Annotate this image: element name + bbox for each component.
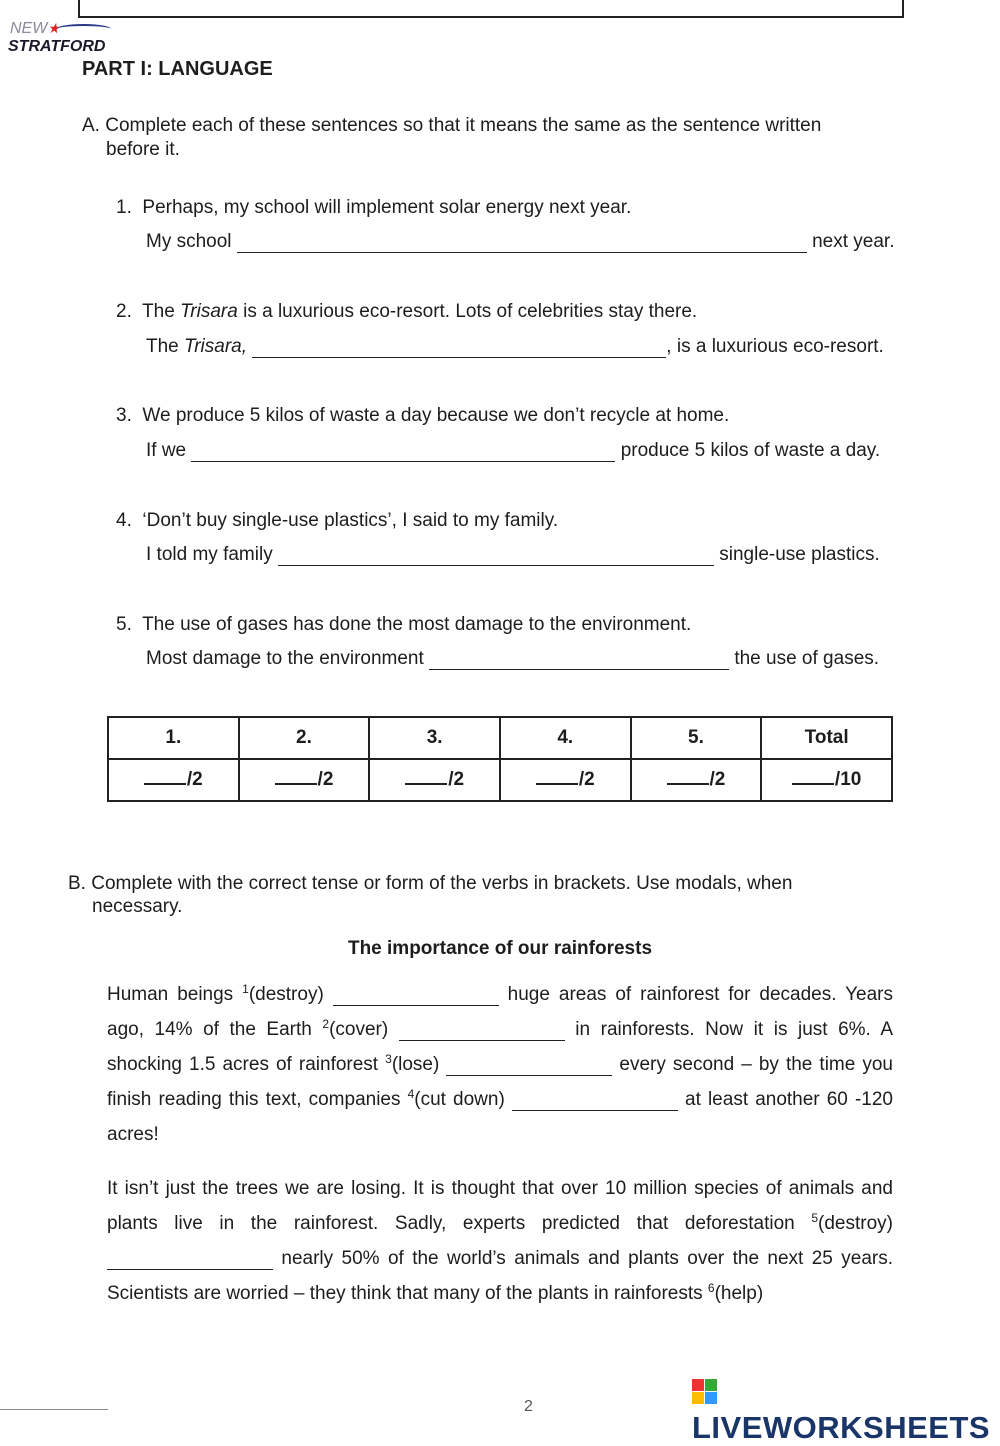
score-table-value-row [108,759,892,801]
item-number: 2. [116,301,132,322]
gap-2-input[interactable] [399,1021,565,1041]
score-blank [667,771,709,785]
score-cell: /2 [108,759,239,801]
score-table [107,716,893,802]
score-blank [405,771,447,785]
score-blank [144,771,186,785]
item-1-original: 1. Perhaps, my school will implement solar energy next year. [116,197,632,218]
item-4-original: 4. ‘Don’t buy single-use plastics’, I said to my family. [116,510,559,531]
gap-3-input[interactable] [446,1056,612,1076]
score-header-cell: 1. [108,717,239,759]
item-3-original: 3. We produce 5 kilos of waste a day because we don’t recycle at home. [116,405,730,426]
score-blank [792,771,834,785]
item-4-answer-input[interactable] [278,546,714,566]
score-blank [275,771,317,785]
item-1-rewrite: My school next year. [146,231,895,252]
liveworksheets-grid-icon [692,1379,718,1405]
item-3-rewrite: If we produce 5 kilos of waste a day. [146,440,881,461]
liveworksheets-logo[interactable]: LIVEWORKSHEETS [692,1374,1000,1446]
score-header-cell: 5. [631,717,762,759]
score-cell: /2 [500,759,631,801]
star-icon: ★ [47,20,60,36]
footer-divider [0,1409,108,1410]
section-a-instruction-line1: A. Complete each of these sentences so that it means the same as the sentence written [82,115,822,136]
passage-paragraph-1: Human beings $^1$(destroy) huge areas of rainforest for decades. Years ago, 14% of the Earth $^2$(cover) in rainforests. Now it is just 6%. A shocking 1.5 acres of rainforest $^3$(lose) every second – by the time you finish reading this text, companies $^4$(cut down) at least another 60 -120 acres! [107,982,893,1145]
score-header-cell: 3. [369,717,500,759]
logo-stratford-text: STRATFORD [8,38,106,55]
score-cell: /2 [631,759,762,801]
gap-5-input[interactable] [107,1250,273,1270]
page-number: 2 [524,1398,533,1415]
section-b-instruction-line2: necessary. [92,896,183,917]
section-a-instruction-line2: before it. [106,139,180,160]
score-header-cell: 2. [239,717,370,759]
item-2-original: 2. The Trisara is a luxurious eco-resort. Lots of celebrities stay there. [116,301,698,322]
gap-4-input[interactable] [512,1091,678,1111]
item-number: 3. [116,405,132,426]
item-number: 4. [116,510,132,531]
logo-swoosh-icon [56,24,111,34]
score-table-header-row [108,717,892,759]
item-1-answer-input[interactable] [237,233,807,253]
logo-new-text: NEW★ [10,20,60,37]
item-5-rewrite: Most damage to the environment the use of gases. [146,648,880,669]
passage-paragraph-2: It isn’t just the trees we are losing. It is thought that over 10 million species of animals and plants live in the rainforest. Sadly, experts predicted that deforestation $^5$(destroy) nearly 50% of the world’s animals and plants over the next 25 years. Scientists are worried – they think that many of the plants in rainforests $^6$(help) [107,1178,893,1304]
score-cell-total: /10 [761,759,892,801]
item-number: 1. [116,197,132,218]
item-5-answer-input[interactable] [429,650,729,670]
section-b-instruction-line1: B. Complete with the correct tense or form of the verbs in brackets. Use modals, when [68,873,793,894]
exam-duration-text [330,0,655,1]
item-2-rewrite: The Trisara, , is a luxurious eco-resort. [146,336,884,357]
item-5-original: 5. The use of gases has done the most damage to the environment. [116,614,692,635]
exam-header-box [78,0,904,18]
score-blank [536,771,578,785]
gap-1-input[interactable] [333,986,499,1006]
score-cell: /2 [239,759,370,801]
part-title: PART I: LANGUAGE [82,58,273,80]
item-4-rewrite: I told my family single-use plastics. [146,544,880,565]
score-cell: /2 [369,759,500,801]
item-number: 5. [116,614,132,635]
passage-title: The importance of our rainforests [347,938,653,959]
item-3-answer-input[interactable] [191,442,615,462]
score-header-cell: 4. [500,717,631,759]
item-2-answer-input[interactable] [252,338,666,358]
score-header-cell-total: Total [761,717,892,759]
